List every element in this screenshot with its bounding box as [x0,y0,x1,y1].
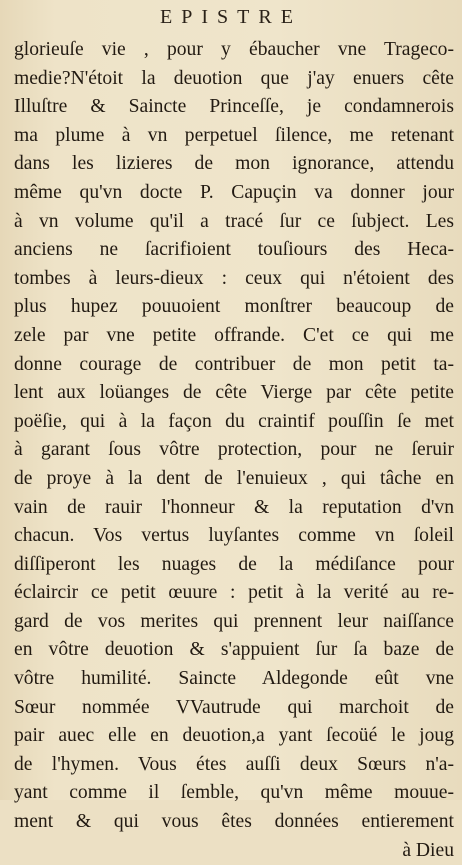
text-line: gard de vos merites qui prennent leur naiſſance [14,610,454,632]
text-line: à vn volume qu'il a tracé ſur ce ſubject. Les [14,210,454,232]
text-line: de proye à la dent de l'enuieux , qui tâche en [14,467,454,489]
text-line: à garant ſous vôtre protection, pour ne ſeruir [14,439,454,461]
text-line: medie?N'étoit la deuotion que j'ay enuers cête [14,67,454,89]
text-line: plus hupez pouuoient monſtrer beaucoup de [14,296,454,318]
text-line: dans les lizieres de mon ignorance, attendu [14,153,454,175]
text-line: de l'hymen. Vous étes auſſi deux Sœurs n'a- [14,753,454,775]
text-line: poëſie, qui à la façon du craintif pouſſin ſe met [14,410,454,432]
catchword: à Dieu [402,839,454,861]
text-line: lent aux loüanges de cête Vierge par cête petite [14,382,454,404]
text-line: yant comme il ſemble, qu'vn même mouue- [14,782,454,804]
text-line: même qu'vn docte P. Capuçin va donner jour [14,181,454,203]
text-line: éclaircir ce petit œuure : petit à la verité au re- [14,582,454,604]
text-line: chacun. Vos vertus luyſantes comme vn ſoleil [14,525,454,547]
epistle-text [14,36,454,865]
text-line: diſſiperont les nuages de la médiſance pour [14,553,454,575]
text-line: donne courage de contribuer de mon petit ta- [14,353,454,375]
text-line: Illuſtre & Saincte Princeſſe, je condamnerois [14,96,454,118]
text-line: ment & qui vous êtes données entierement [14,811,454,833]
text-line: Sœur nommée VVautrude qui marchoit de [14,696,454,718]
text-line: en vôtre deuotion & s'appuient ſur ſa baze de [14,639,454,661]
text-line: vôtre humilité. Saincte Aldegonde eût vne [14,668,454,690]
text-line: glorieuſe vie , pour y ébaucher vne Trageco- [14,39,454,60]
text-line: pair auec elle en deuotion,a yant ſecoüé le joug [14,725,454,747]
text-line: tombes à leurs-dieux : ceux qui n'étoient des [14,267,454,289]
text-line: anciens ne ſacrifioient touſiours des Heca- [14,239,454,261]
text-line: ma plume à vn perpetuel ſilence, me retenant [14,124,454,146]
text-line: zele par vne petite offrande. C'et ce qui me [14,324,454,346]
running-title: EPISTRE [160,6,302,28]
text-line: vain de rauir l'honneur & la reputation d'vn [14,496,454,518]
